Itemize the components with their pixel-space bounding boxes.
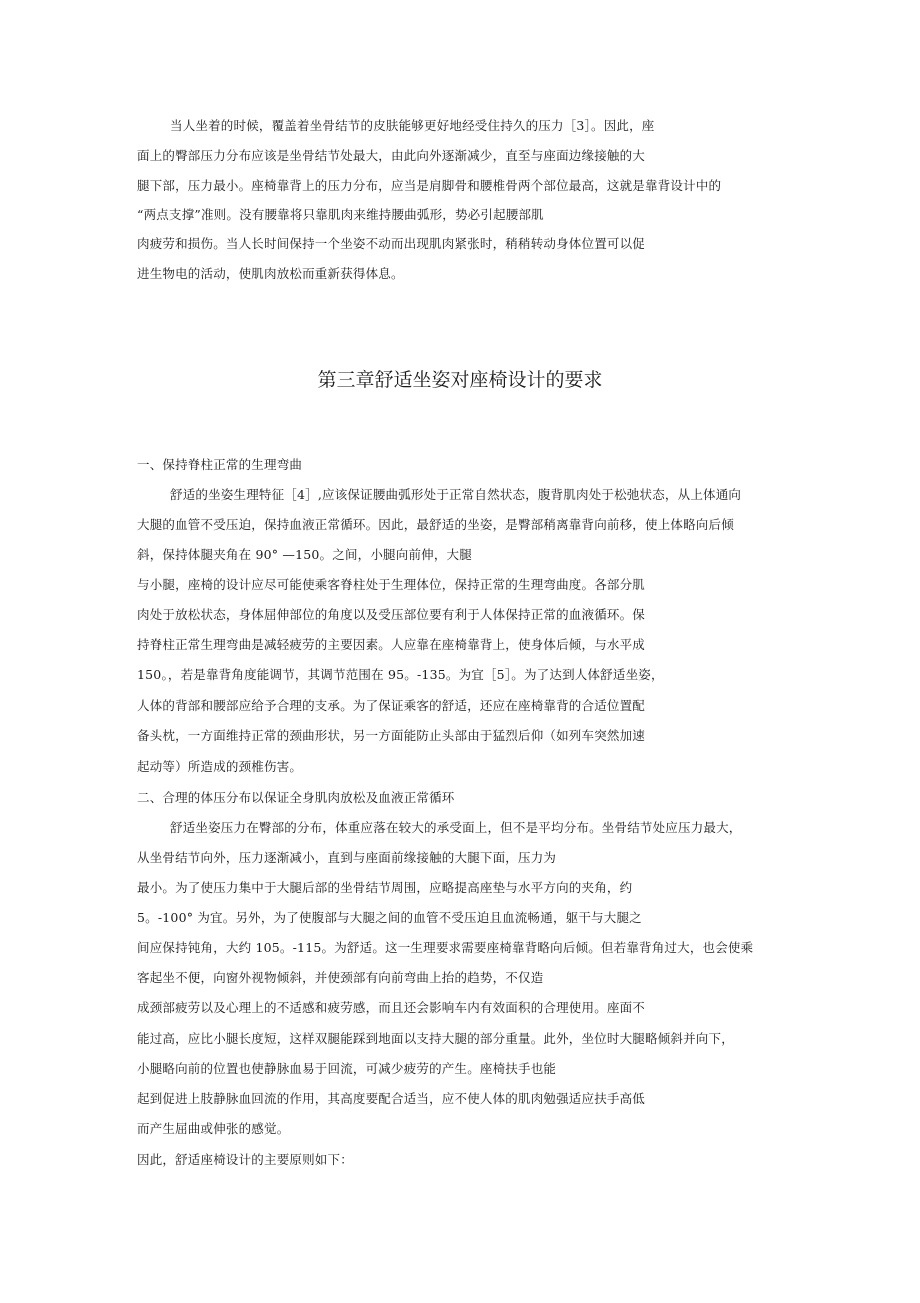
section-2-line-9: 小腿略向前的位置也使静脉血易于回流，可减少疲劳的产生。座椅扶手也能	[137, 1061, 557, 1076]
section-2-line-8: 能过高，应比小腿长度短，这样双腿能踩到地面以支持大腿的部分重量。此外，坐位时大腿略倾斜并向下，	[137, 1031, 734, 1046]
section-1-line-8: 人体的背部和腰部应给予合理的支承。为了保证乘客的舒适，还应在座椅靠背的合适位置配	[137, 698, 646, 713]
closing-line: 因此，舒适座椅设计的主要原则如下：	[137, 1152, 353, 1167]
section-2-line-6: 客起坐不便，向窗外视物倾斜，并使颈部有向前弯曲上抬的趋势，不仅造	[137, 970, 544, 985]
section-2-title: 二、合理的体压分布以保证全身肌肉放松及血液正常循环	[137, 790, 455, 805]
intro-line-5: 肉疲劳和损伤。当人长时间保持一个坐姿不动而出现肌肉紧张时，稍稍转动身体位置可以促	[137, 236, 646, 251]
section-2-line-1: 舒适坐姿压力在臀部的分布，体重应落在较大的承受面上，但不是平均分布。坐骨结节处应压力最大，	[170, 820, 742, 835]
intro-line-4: “两点支撑”准则。没有腰靠将只靠肌肉来维持腰曲弧形，势必引起腰部肌	[137, 207, 544, 222]
section-1-line-10: 起动等）所造成的颈椎伤害。	[137, 759, 303, 774]
section-1-line-9: 备头枕，一方面维持正常的颈曲形状，另一方面能防止头部由于猛烈后仰（如列车突然加速	[137, 728, 646, 743]
section-1-line-4: 与小腿，座椅的设计应尽可能使乘客脊柱处于生理体位，保持正常的生理弯曲度。各部分肌	[137, 577, 646, 592]
intro-line-1: 当人坐着的时候，覆盖着坐骨结节的皮肤能够更好地经受住持久的压力［3］。因此，座	[170, 118, 655, 133]
intro-line-6: 进生物电的活动，使肌肉放松而重新获得体息。	[137, 266, 404, 281]
section-1-title: 一、保持脊柱正常的生理弯曲	[137, 457, 303, 472]
section-1-line-6: 持脊柱正常生理弯曲是减轻疲劳的主要因素。人应靠在座椅靠背上，使身体后倾，与水平成	[137, 637, 646, 652]
section-2-line-7: 成颈部疲劳以及心理上的不适感和疲劳感，而且还会影响车内有效面积的合理使用。座面不	[137, 1000, 646, 1015]
chapter-title: 第三章舒适坐姿对座椅设计的要求	[317, 369, 603, 391]
intro-line-2: 面上的臀部压力分布应该是坐骨结节处最大，由此向外逐渐减少，直至与座面边缘接触的大	[137, 148, 646, 163]
section-1-line-5: 肉处于放松状态，身体屈伸部位的角度以及受压部位要有利于人体保持正常的血液循环。保	[137, 607, 646, 622]
intro-line-3: 腿下部，压力最小。座椅靠背上的压力分布，应当是肩脚骨和腰椎骨两个部位最高，这就是靠背设计中的	[137, 178, 722, 193]
section-1-line-1: 舒适的坐姿生理特征［4］,应该保证腰曲弧形处于正常自然状态，腹背肌肉处于松弛状态，从上体通向	[170, 487, 742, 502]
section-2-line-10: 起到促进上肢静脉血回流的作用，其高度要配合适当，应不使人体的肌肉勉强适应扶手高低	[137, 1091, 646, 1106]
section-2-line-11: 而产生屈曲或伸张的感觉。	[137, 1121, 290, 1136]
section-2-line-3: 最小。为了使压力集中于大腿后部的坐骨结节周围，应略提高座垫与水平方向的夹角，约	[137, 880, 633, 895]
section-2-line-2: 从坐骨结节向外，压力逐渐减小，直到与座面前缘接触的大腿下面，压力为	[137, 850, 557, 865]
section-1-line-7: 150。，若是靠背角度能调节，其调节范围在 95。-135。为宜［5］。为了达到人体舒适坐姿，	[137, 667, 664, 682]
section-2-line-5: 间应保持钝角，大约 105。-115。为舒适。这一生理要求需要座椅靠背略向后倾。但若靠背角过大，也会使乘	[137, 940, 754, 955]
section-2-line-4: 5。-100° 为宜。另外，为了使腹部与大腿之间的血管不受压迫且血流畅通，躯干与大腿之	[137, 910, 642, 925]
section-1-line-2: 大腿的血管不受压迫，保持血液正常循环。因此，最舒适的坐姿，是臀部稍离靠背向前移，使上体略向后倾	[137, 517, 734, 532]
section-1-line-3: 斜，保持体腿夹角在 90° —150。之间，小腿向前伸，大腿	[137, 547, 472, 562]
